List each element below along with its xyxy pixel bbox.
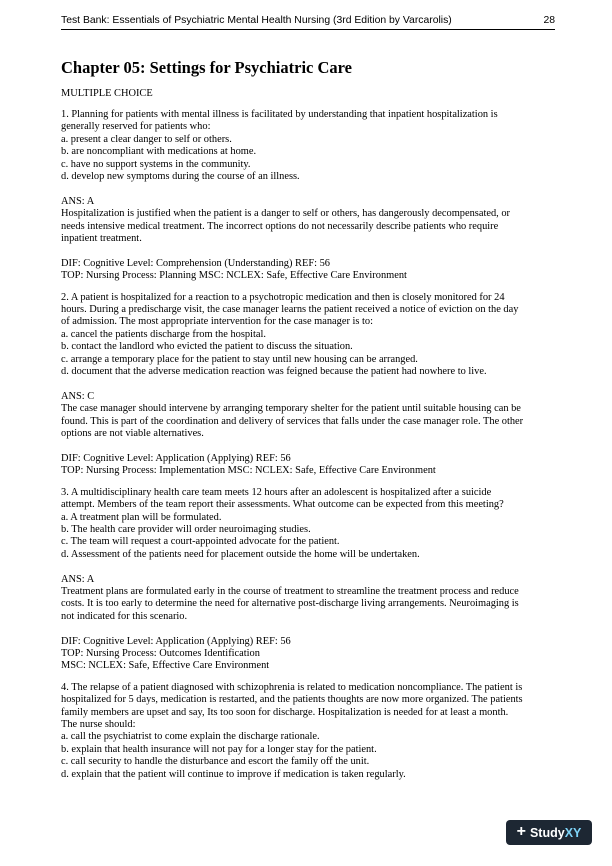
answer-option: b. are noncompliant with medications at home. bbox=[61, 146, 257, 158]
answer-option: b. contact the landlord who evicted the patient to discuss the situation. bbox=[61, 341, 353, 353]
question-metadata: MSC: NCLEX: Safe, Effective Care Environment bbox=[61, 660, 270, 672]
header-title: Test Bank: Essentials of Psychiatric Mental Health Nursing (3rd Edition by Varcarolis) bbox=[61, 15, 452, 26]
rationale-text: options are not viable alternatives. bbox=[61, 428, 204, 440]
chapter-title: Chapter 05: Settings for Psychiatric Care bbox=[61, 58, 352, 77]
rationale-text: inpatient treatment. bbox=[61, 233, 142, 245]
question-metadata: TOP: Nursing Process: Implementation MSC: NCLEX: Safe, Effective Care Environment bbox=[61, 465, 436, 477]
answer-key: ANS: C bbox=[61, 390, 95, 402]
answer-option: d. explain that the patient will continue to improve if medication is taken regularly. bbox=[61, 768, 406, 780]
question-block bbox=[61, 487, 561, 673]
question-metadata: DIF: Cognitive Level: Application (Applying) REF: 56 bbox=[61, 635, 291, 647]
answer-option: c. call security to handle the disturbance and escort the family off the unit. bbox=[61, 756, 370, 768]
question-metadata: DIF: Cognitive Level: Comprehension (Understanding) REF: 56 bbox=[61, 257, 330, 269]
question-stem: generally reserved for patients who: bbox=[61, 121, 211, 133]
answer-option: c. arrange a temporary place for the patient to stay until new housing can be arranged. bbox=[61, 353, 418, 365]
answer-option: d. Assessment of the patients need for placement outside the home will be undertaken. bbox=[61, 548, 420, 560]
answer-option: d. develop new symptoms during the course of an illness. bbox=[61, 171, 300, 183]
section-label: MULTIPLE CHOICE bbox=[61, 88, 153, 99]
question-stem: hours. During a predischarge visit, the case manager learns the patient received a notice of eviction on the day bbox=[61, 304, 519, 316]
answer-option: a. present a clear danger to self or others. bbox=[61, 133, 232, 145]
rationale-text: found. This is part of the coordination and delivery of services that falls under the case manager role. The other bbox=[61, 415, 524, 427]
page-content bbox=[61, 58, 561, 781]
rationale-text: Hospitalization is justified when the patient is a danger to self or others, has dangerously decompensated, or bbox=[61, 208, 510, 220]
answer-option: c. have no support systems in the community. bbox=[61, 158, 251, 170]
answer-option: a. call the psychiatrist to come explain the discharge rationale. bbox=[61, 731, 320, 743]
answer-option: d. document that the adverse medication reaction was feigned because the patient had nowhere to live. bbox=[61, 366, 487, 378]
question-stem: 1. Planning for patients with mental illness is facilitated by understanding that inpatient hospitalization is bbox=[61, 109, 498, 120]
page-header bbox=[61, 15, 555, 30]
question-stem: 4. The relapse of a patient diagnosed with schizophrenia is related to medication noncompliance. The patient is bbox=[61, 681, 523, 693]
badge-label: StudyXY bbox=[529, 825, 582, 840]
question-metadata: DIF: Cognitive Level: Application (Applying) REF: 56 bbox=[61, 452, 291, 464]
question-list bbox=[61, 109, 561, 781]
question-stem: hospitalized for 5 days, medication is restarted, and the patients thoughts are now more organized. The patients bbox=[61, 694, 523, 706]
rationale-text: needs intensive medical treatment. The incorrect options do not necessarily describe patients who require bbox=[61, 220, 499, 232]
answer-option: b. The health care provider will order neuroimaging studies. bbox=[61, 523, 311, 535]
rationale-text: The case manager should intervene by arranging temporary shelter for the patient until suitable housing can be bbox=[61, 403, 521, 415]
question-block bbox=[61, 292, 561, 478]
plus-icon: + bbox=[516, 823, 526, 840]
rationale-text: costs. It is too early to determine the need for alternative post-discharge living arrangements. Neuroimaging is bbox=[61, 598, 519, 610]
answer-option: a. cancel the patients discharge from the hospital. bbox=[61, 328, 266, 340]
question-stem: of admission. The most appropriate intervention for the case manager is to: bbox=[61, 316, 374, 328]
page-number: 28 bbox=[543, 15, 555, 26]
question-stem: family members are upset and say, Its too soon for discharge. Hospitalization is needed for at least a month. bbox=[61, 706, 509, 718]
answer-option: c. The team will request a court-appointed advocate for the patient. bbox=[61, 536, 340, 548]
question-stem: The nurse should: bbox=[61, 719, 136, 730]
answer-key: ANS: A bbox=[61, 195, 95, 207]
question-stem: 2. A patient is hospitalized for a reaction to a psychotropic medication and then is closely monitored for 24 bbox=[61, 291, 505, 303]
studyxy-badge[interactable] bbox=[506, 820, 592, 845]
answer-option: a. A treatment plan will be formulated. bbox=[61, 511, 222, 523]
question-block bbox=[61, 682, 561, 781]
question-block bbox=[61, 109, 561, 283]
question-stem: 3. A multidisciplinary health care team meets 12 hours after an adolescent is hospitalized after a suicide bbox=[61, 486, 492, 498]
rationale-text: not indicated for this scenario. bbox=[61, 610, 188, 622]
question-metadata: TOP: Nursing Process: Planning MSC: NCLEX: Safe, Effective Care Environment bbox=[61, 270, 407, 282]
rationale-text: Treatment plans are formulated early in the course of treatment to streamline the treatment process and reduce bbox=[61, 585, 519, 597]
answer-option: b. explain that health insurance will not pay for a longer stay for the patient. bbox=[61, 743, 377, 755]
question-metadata: TOP: Nursing Process: Outcomes Identification bbox=[61, 647, 260, 659]
answer-key: ANS: A bbox=[61, 573, 95, 585]
question-stem: attempt. Members of the team report their assessments. What outcome can be expected from this meeting? bbox=[61, 499, 504, 511]
